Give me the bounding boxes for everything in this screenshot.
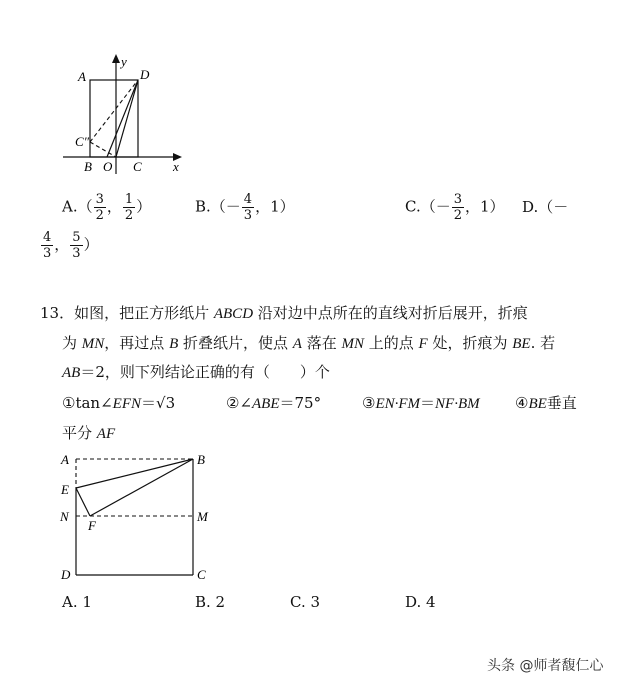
q13-statement-4: ④BE垂直 [515,394,577,412]
label-D: D [140,67,150,82]
label-E: E [61,482,69,497]
label-C: C [133,159,142,174]
label-F: F [88,518,96,533]
label-C: C [197,567,206,582]
label-A: A [78,69,86,84]
q13-option-a: A. 1 [62,593,92,611]
label-B: B [84,159,92,174]
q13-option-c: C. 3 [290,593,321,611]
segment-fb [90,459,193,516]
q13-line-5: 平分 AF [62,424,116,442]
q13-statement-2: ②∠ABE＝75° [226,394,322,412]
segment-od [116,80,138,157]
label-x: x [173,159,179,174]
dashed-segment-c2-d [90,80,138,142]
q13-statement-1: ①tan∠EFN＝√3 [62,394,176,412]
label-y: y [121,54,127,69]
rectangle-abcd [90,80,138,157]
segment-ef [76,488,90,516]
label-C2: C″ [75,134,90,149]
q12-option-c: C.（－ $\frac{3}{2}$ ，1） [405,192,505,223]
label-D: D [61,567,71,582]
folded-square-figure [55,448,215,588]
q13-line-1: 13．如图，把正方形纸片 ABCD 沿对边中点所在的直线对折后展开，折痕 [40,304,528,322]
q13-option-d: D. 4 [405,593,436,611]
label-O: O [103,159,113,174]
label-A: A [61,452,69,467]
label-B: B [197,452,205,467]
q13-line-2: 为 MN，再过点 B 折叠纸片，使点 A 落在 MN 上的点 F 处，折痕为 BE. 若 [62,334,556,352]
q12-option-d-values: $\frac{4}{3}$ ， $\frac{5}{3}$ ） [43,230,99,261]
q13-statement-3: ③EN·FM＝NF·BM [362,394,480,412]
coordinate-figure [60,52,195,177]
q12-option-d-start: D.（－ [522,198,569,216]
watermark: 头条 @师者馥仁心 [487,658,604,674]
segment-eb [76,459,193,488]
y-axis-arrow [112,54,120,63]
label-N: N [60,509,69,524]
q12-option-a: A.（ $\frac{3}{2}$ ， $\frac{1}{2}$ ） [62,192,152,223]
label-M: M [197,509,208,524]
segment-cd-solid [107,80,138,157]
q13-line-3: AB＝2，则下列结论正确的有（ ）个 [62,363,330,381]
q13-option-b: B. 2 [195,593,226,611]
q12-option-b: B.（－ $\frac{4}{3}$ ，1） [195,192,295,223]
